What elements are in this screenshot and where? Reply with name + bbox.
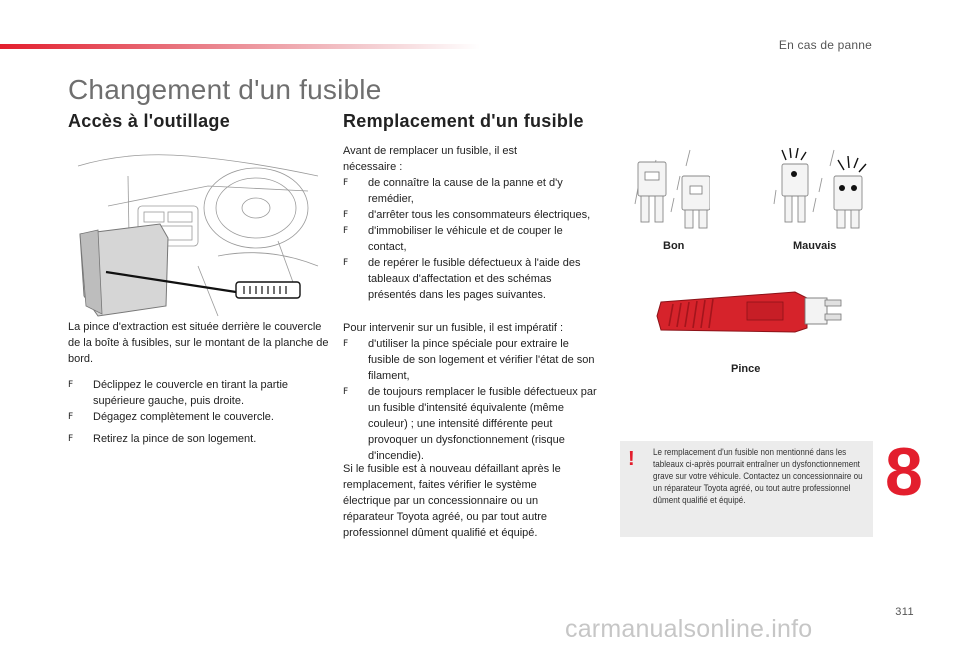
warning-icon: ! bbox=[628, 448, 635, 470]
blown-fuse-illustration bbox=[772, 148, 868, 230]
list-item: F d'arrêter tous les consommateurs électriques, bbox=[343, 209, 591, 221]
watermark: carmanualsonline.info bbox=[565, 615, 813, 643]
bullet-marker: F bbox=[68, 434, 74, 444]
list-item: F d'utiliser la pince spéciale pour extraire le fusible de son logement et vérifier l'état de son filament, bbox=[343, 338, 595, 382]
bullet-marker: F bbox=[343, 178, 349, 188]
closing-text: Si le fusible est à nouveau défaillant après le remplacement, faites vérifier le système électrique par un concessionnaire ou un réparateur Toyota agréé, ou par tout autre professionnel dûment qualifié et équipé. bbox=[343, 463, 561, 539]
fuse-replacement-heading: Remplacement d'un fusible bbox=[343, 111, 584, 131]
chapter-number: 8 bbox=[885, 434, 923, 510]
fuse-puller-illustration bbox=[655, 282, 845, 344]
list-item: F d'immobiliser le véhicule et de couper le contact, bbox=[343, 225, 563, 253]
list-item: F Déclippez le couvercle en tirant la partie supérieure gauche, puis droite. bbox=[68, 379, 289, 407]
page-number: 311 bbox=[895, 606, 914, 618]
bullet-marker: F bbox=[343, 339, 349, 349]
good-fuse-illustration bbox=[630, 148, 710, 230]
tools-access-heading: Accès à l'outillage bbox=[68, 111, 231, 131]
list-item: F de connaître la cause de la panne et d'y remédier, bbox=[343, 177, 563, 205]
list-item: F Retirez la pince de son logement. bbox=[68, 433, 257, 445]
bad-fuse-caption: Mauvais bbox=[793, 240, 837, 252]
list-item: F de repérer le fusible défectueux à l'aide des tableaux d'affectation et des schémas présentés dans les pages suivantes. bbox=[343, 257, 581, 301]
intervene-intro-text: Pour intervenir sur un fusible, il est impératif : bbox=[343, 322, 564, 334]
page-title: Changement d'un fusible bbox=[68, 74, 382, 105]
dashboard-fuse-cover-illustration bbox=[68, 146, 324, 318]
bullet-marker: F bbox=[343, 258, 349, 268]
section-label: En cas de panne bbox=[778, 38, 872, 52]
header-accent-bar bbox=[0, 44, 480, 49]
puller-caption: Pince bbox=[731, 363, 761, 375]
good-fuse-caption: Bon bbox=[663, 240, 685, 252]
tools-intro-text: La pince d'extraction est située derrière le couvercle de la boîte à fusibles, sur le montant de la planche de bord. bbox=[68, 321, 329, 365]
prereq-list bbox=[343, 175, 599, 303]
intervene-list bbox=[343, 336, 601, 464]
prereq-intro-text: Avant de remplacer un fusible, il est nécessaire : bbox=[343, 145, 518, 173]
bullet-marker: F bbox=[343, 226, 349, 236]
remove-tool-step-list bbox=[68, 431, 330, 447]
bullet-marker: F bbox=[343, 387, 349, 397]
bullet-marker: F bbox=[68, 412, 74, 422]
bullet-marker: F bbox=[68, 380, 74, 390]
warning-box bbox=[620, 441, 873, 537]
list-item: F de toujours remplacer le fusible défectueux par un fusible d'intensité équivalente (même couleur) ; une intensité différente peut provoquer un dysfonctionnement (risque d'incendie). bbox=[343, 386, 597, 462]
bullet-marker: F bbox=[343, 210, 349, 220]
warning-text: Le remplacement d'un fusible non mentionné dans les tableaux ci-après pourrait entraîner un dysfonctionnement grave sur votre véhicule. Contactez un concessionnaire ou un réparateur Toyota agréé, ou tout autre professionnel dûment qualifié et équipé. bbox=[653, 447, 863, 506]
cover-steps-list bbox=[68, 377, 330, 425]
list-item: F Dégagez complètement le couvercle. bbox=[68, 411, 274, 423]
